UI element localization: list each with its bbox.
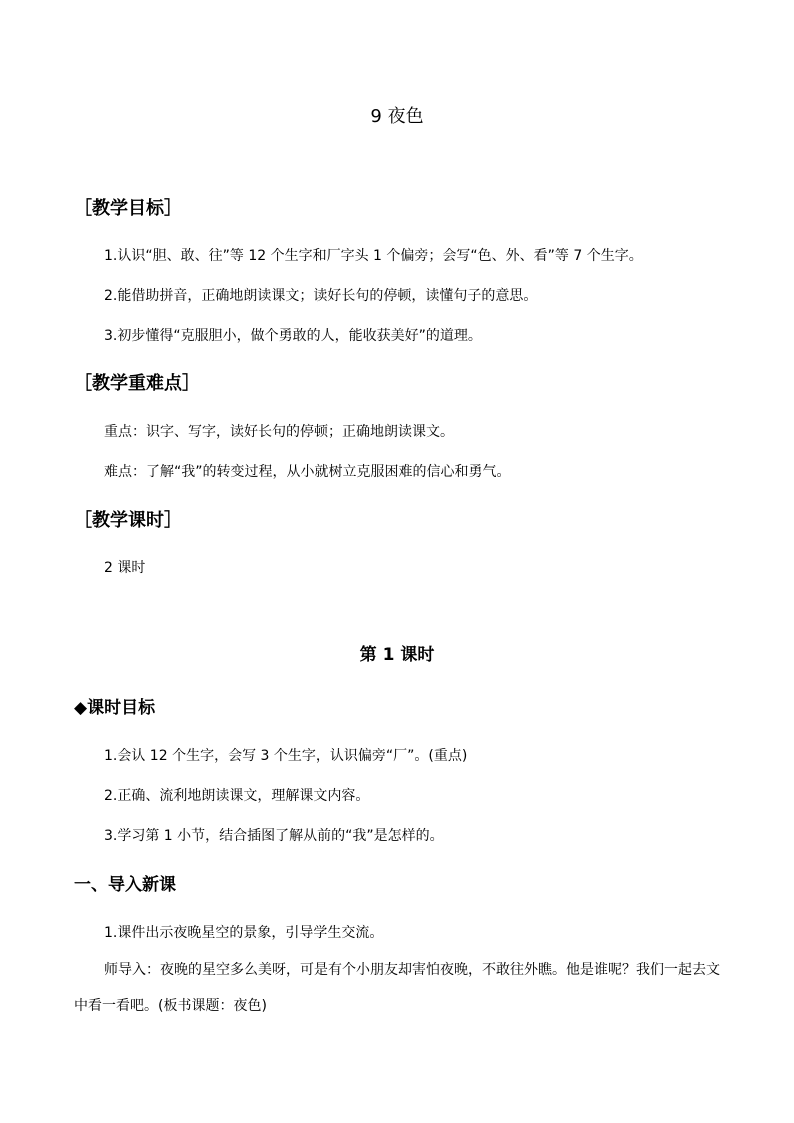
class-hours-text: 2 课时 [104,560,146,576]
lesson-title: 9 夜色 [370,106,424,127]
teaching-goal-1: 1.认识“胆、敢、往”等 12 个生字和厂字头 1 个偏旁；会写“色、外、看”等 7 个生字。 [104,248,643,264]
teaching-goal-3: 3.初步懂得“克服胆小，做个勇敢的人，能收获美好”的道理。 [104,328,482,344]
lesson-goal-1: 1.会认 12 个生字，会写 3 个生字，认识偏旁“厂”。(重点) [104,748,468,764]
lesson-goals-heading: ◆课时目标 [74,698,156,718]
lesson-1-heading: 第 1 课时 [359,645,435,665]
teaching-goals-heading: ［教学目标］ [74,198,182,219]
teaching-goal-2: 2.能借助拼音，正确地朗读课文；读好长句的停顿，读懂句子的意思。 [104,288,538,304]
difficult-point: 难点：了解“我”的转变过程，从小就树立克服困难的信心和勇气。 [104,464,511,480]
lesson-goal-3: 3.学习第 1 小节，结合插图了解从前的“我”是怎样的。 [104,828,444,844]
intro-heading: 一、导入新课 [74,875,176,895]
intro-item-1: 1.课件出示夜晚星空的景象，引导学生交流。 [104,925,384,941]
key-points-heading: ［教学重难点］ [74,373,200,394]
intro-paragraph: 师导入：夜晚的星空多么美呀，可是有个小朋友却害怕夜晚，不敢往外瞧。他是谁呢？我们一起去文中看一看吧。(板书课题：夜色) [74,962,720,1014]
lesson-goal-2: 2.正确、流利地朗读课文，理解课文内容。 [104,788,370,804]
key-point: 重点：识字、写字，读好长句的停顿；正确地朗读课文。 [104,424,454,440]
class-hours-heading: ［教学课时］ [74,510,182,531]
